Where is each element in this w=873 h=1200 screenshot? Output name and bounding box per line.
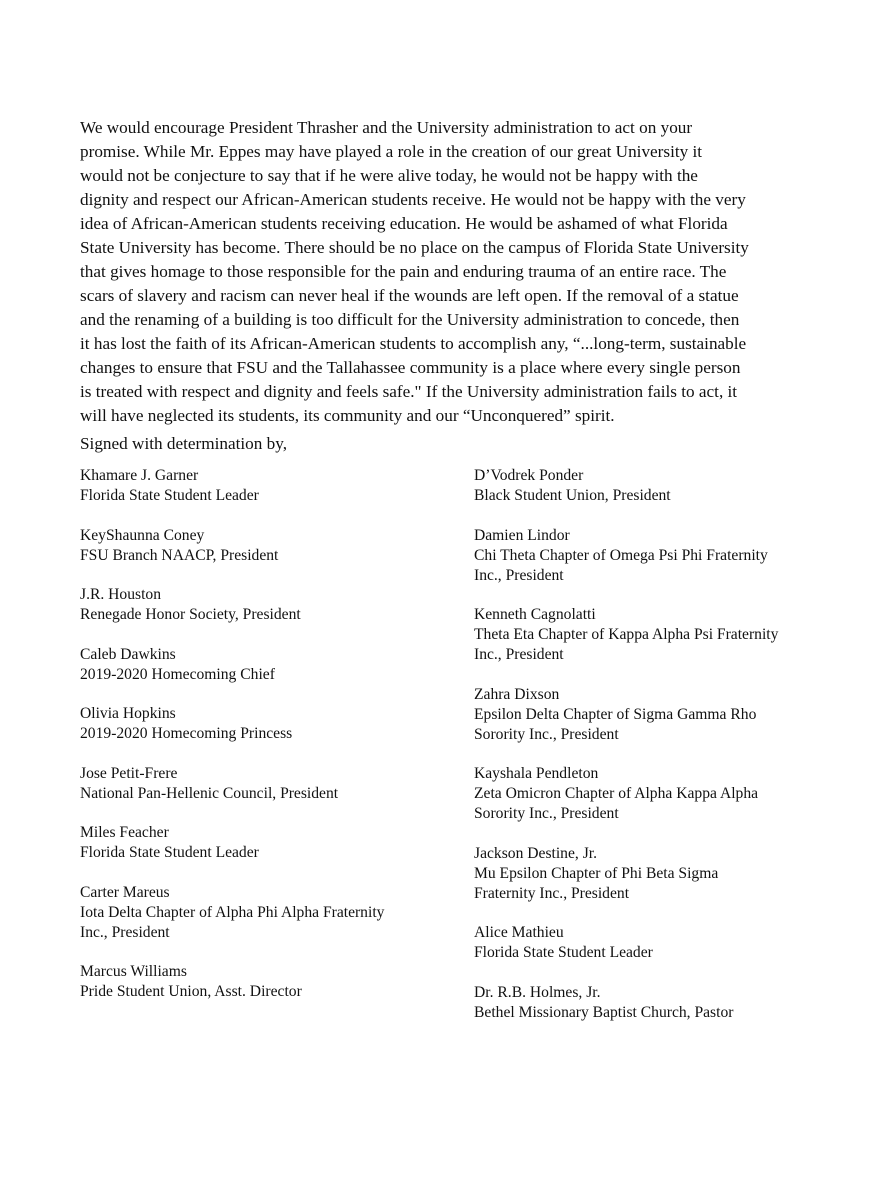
paragraph-line: that gives homage to those responsible for the pain and enduring trauma of an entire race. The [80,262,727,281]
paragraph-line: and the renaming of a building is too difficult for the University administration to concede, then [80,310,740,329]
signatory-name: Miles Feacher [80,824,169,841]
signatory-title: Epsilon Delta Chapter of Sigma Gamma Rho [474,705,757,723]
signatory-name: Kenneth Cagnolatti [474,606,596,623]
signatory-title: Black Student Union, President [474,487,671,504]
signatory-name: Dr. R.B. Holmes, Jr. [474,983,601,1001]
signatory-title: 2019-2020 Homecoming Chief [80,665,275,683]
signatory [474,605,854,665]
paragraph-line: changes to ensure that FSU and the Tallahassee community is a place where every single person [80,358,741,377]
signatory-title: Renegade Honor Society, President [80,606,301,623]
signatory-title: Florida State Student Leader [474,944,653,961]
signatory-title: Inc., President [474,566,564,584]
paragraph-line: promise. While Mr. Eppes may have played a role in the creation of our great University it [80,142,703,161]
signatory [80,962,440,1002]
signatory-title: Sorority Inc., President [474,805,619,822]
paragraph-line: it has lost the faith of its African-American students to accomplish any, “...long-term, sustainable [80,334,747,353]
letter-body-paragraph [80,116,800,428]
paragraph-line: dignity and respect our African-American students receive. He would not be happy with the very [80,190,746,209]
signatory-title: Chi Theta Chapter of Omega Psi Phi Fraternity [474,546,768,564]
signatory-name: KeyShaunna Coney [80,526,205,544]
signatory-title: Sorority Inc., President [474,725,619,743]
signatory [474,844,854,904]
signatory [80,466,440,506]
signatory-title: 2019-2020 Homecoming Princess [80,725,293,742]
signatory-name: Khamare J. Garner [80,467,199,484]
signatory [474,983,854,1023]
signatory [474,923,854,963]
signatory [80,645,440,685]
signatory [474,764,854,824]
signatory-title: Zeta Omicron Chapter of Alpha Kappa Alpha [474,785,759,802]
paragraph-line: is treated with respect and dignity and feels safe." If the University administration fails to act, it [80,382,738,401]
signatory-name: D’Vodrek Ponder [474,467,584,484]
signatory [80,764,440,804]
signatory [80,585,440,625]
signatory-name: Marcus Williams [80,963,187,980]
signatory-name: Jose Petit-Frere [80,764,178,782]
closing-line: Signed with determination by, [80,434,288,453]
paragraph-line: scars of slavery and racism can never heal if the wounds are left open. If the removal of a statue [80,286,739,305]
signatory-title: Inc., President [474,646,564,663]
paragraph-line: idea of African-American students receiving education. He would be ashamed of what Florida [80,214,728,233]
signatory-title: FSU Branch NAACP, President [80,546,279,564]
signatory-name: J.R. Houston [80,586,162,603]
signatory-name: Carter Mareus [80,883,170,901]
signatory-title: Fraternity Inc., President [474,884,630,902]
signatory-name: Olivia Hopkins [80,705,176,722]
signatory-title: Florida State Student Leader [80,487,259,504]
signatory-name: Zahra Dixson [474,685,560,703]
signatory-name: Caleb Dawkins [80,645,176,663]
signatory-title: Florida State Student Leader [80,844,259,861]
signatory [474,526,854,586]
signatory-title: Theta Eta Chapter of Kappa Alpha Psi Fraternity [474,626,779,643]
paragraph-line: State University has become. There should be no place on the campus of Florida State University [80,238,749,257]
signatories-left-column [80,466,440,1022]
signatories-right-column [474,466,854,1042]
signatory [80,526,440,566]
signatory-name: Kayshala Pendleton [474,765,599,782]
signatory-title: Mu Epsilon Chapter of Phi Beta Sigma [474,864,719,882]
signatory-name: Alice Mathieu [474,924,564,941]
signatory-name: Jackson Destine, Jr. [474,844,597,862]
signatory [80,704,440,744]
signatory-title: Iota Delta Chapter of Alpha Phi Alpha Fraternity [80,903,385,921]
signatory [474,466,854,506]
signatory-title: Inc., President [80,923,170,941]
signatory [474,685,854,745]
paragraph-line: will have neglected its students, its community and our “Unconquered” spirit. [80,406,615,425]
signatory [80,883,440,943]
signatory-name: Damien Lindor [474,526,570,544]
paragraph-line: We would encourage President Thrasher and the University administration to act on your [80,118,693,137]
signatory-title: Pride Student Union, Asst. Director [80,983,302,1000]
signatory [80,823,440,863]
signatory-title: National Pan-Hellenic Council, President [80,784,339,802]
paragraph-line: would not be conjecture to say that if he were alive today, he would not be happy with the [80,166,698,185]
signatory-title: Bethel Missionary Baptist Church, Pastor [474,1003,734,1021]
